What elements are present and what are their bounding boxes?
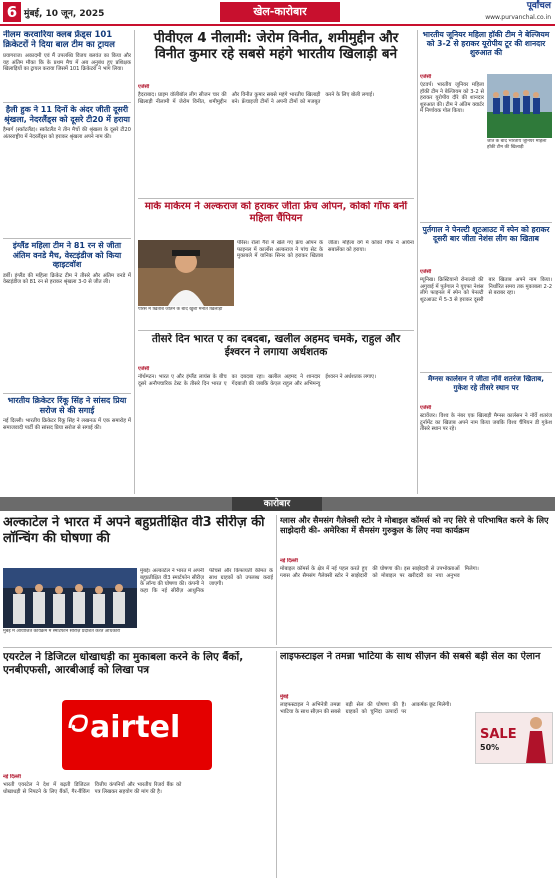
- section-title: खेल-कारोबार: [220, 2, 340, 22]
- story-alcatel: [3, 515, 273, 567]
- story-byline: एजेंसी: [138, 84, 150, 90]
- hockey-team-photo: [487, 74, 552, 138]
- story-french-open: [138, 201, 414, 239]
- story-samsung: [280, 515, 552, 555]
- story-nations-league-body: [420, 269, 552, 369]
- photo-caption-box: [138, 307, 234, 319]
- hockey-team-image: [487, 74, 552, 138]
- photo-caption-box: [3, 629, 137, 643]
- divider: [3, 102, 131, 103]
- story-headline: भारतीय जूनियर महिला हॉकी टीम ने बेल्जियम को 3-2 से हराकर यूरोपीय टूर की शानदार शुरुआत की: [422, 30, 550, 57]
- story-samsung-body: [280, 558, 552, 644]
- story-byline: एजेंसी: [420, 269, 432, 275]
- story-headline: ग्लास और सैमसंग गैलेक्सी स्टोर ने मोबाइल कॉमर्स को नए सिरे से परिभाषित करने के लिए साझेदारी की- अमेरिका में सैमसंग गुरुकुल के लिए नया कार्यक्रम: [280, 515, 549, 535]
- tennis-player-image: [138, 240, 234, 306]
- story-lead: [138, 30, 414, 82]
- story-india-a: [138, 333, 414, 363]
- story-headline: तीसरे दिन भारत ए का दबदबा, खलील अहमद चमके, राहुल और ईश्वरन ने लगाया अर्धशतक: [151, 333, 401, 358]
- alcatel-launch-photo: [3, 568, 137, 628]
- story-byline: नई दिल्ली: [3, 774, 21, 780]
- story-byline: एजेंसी: [420, 74, 432, 80]
- story-headline: नीलम करवारिया क्लब फ्रेंड्स 101 क्रिकेटरों ने दिया बाल टीम का ट्रायल: [3, 30, 115, 50]
- story-chess-body: [420, 405, 552, 494]
- story-body: म्यूनिख। क्रिस्टियानो रोनाल्डो की अगुवाई में पुर्तगाल ने यूएफा नेशंस लीग फाइनल में स्पेन को पेनल्टी शूटआउट में 5-3 से हराकर दूसरी बार खिताब अपने नाम किया। निर्धारित समय तक मुकाबला 2-2 से बराबर रहा।: [420, 277, 552, 303]
- story-headline: मार्क मार्करम ने अल्कराज को हराकर जीता फ्रेंच ओपन, कोको गॉफ बनीं महिला चैंपियन: [144, 201, 408, 224]
- divider: [420, 372, 552, 373]
- story-clubs: [3, 30, 131, 100]
- page-number: 6: [3, 2, 21, 22]
- column-divider: [276, 515, 277, 645]
- story-body: लाइफस्टाइल ने अभिनेत्री तमन्ना भाटिया के साथ सीज़न की सबसे बड़ी सेल की घोषणा की है। ग्राहकों को चुनिंदा उत्पादों पर आकर्षक छूट मिलेगी।: [280, 702, 452, 715]
- brand-logo: [485, 1, 551, 23]
- divider: [3, 393, 131, 394]
- story-body: डर्बी। इंग्लैंड की महिला क्रिकेट टीम ने तीसरे और अंतिम वनडे में वेस्टइंडीज को 81 रन से हराकर श्रृंखला 3-0 से जीत ली।: [3, 272, 131, 286]
- dateline: मुंबई, 10 जून, 2025: [24, 9, 105, 19]
- story-body: नई दिल्ली। भारतीय क्रिकेटर रिंकू सिंह ने लखनऊ में एक समारोह में समाजवादी पार्टी की सांसद प्रिया सरोज से सगाई की।: [3, 418, 131, 431]
- story-headline: पुर्तगाल ने पेनल्टी शूटआउट में स्पेन को हराकर दूसरी बार जीता नेशंस लीग का खिताब: [422, 225, 550, 243]
- story-airtel-body: [3, 774, 273, 878]
- story-headline: हैली हुक ने 11 दिनों के अंदर जीती दूसरी श्रृंखला, नेदरलैंड्स को दूसरे टी20 में हराया: [4, 105, 130, 124]
- story-body: भारती एयरटेल ने देश में बढ़ती डिजिटल धोखाधड़ी से निपटने के लिए बैंकों, गैर-बैंकिंग वित्तीय कंपनियों और भारतीय रिजर्व बैंक को पत्र लिखकर सहयोग की मांग की है।: [3, 782, 182, 795]
- divider: [138, 330, 414, 331]
- divider: [138, 198, 414, 199]
- story-byline: नई दिल्ली: [280, 558, 298, 564]
- story-headline: एयरटेल ने डिजिटल धोखाधड़ी का मुकाबला करने के लिए बैंकों, एनबीएफसी, आरबीआई को लिखा पत्र: [3, 651, 244, 676]
- divider: [420, 222, 552, 223]
- airtel-logo: [62, 700, 212, 770]
- column-divider: [276, 651, 277, 878]
- lead-headline: पीवीएल 4 नीलामी: जेरोम विनीत, शमीमुद्दीन और विनीत कुमार रहे सबसे महंगे भारतीय खिलाड़ी बने: [153, 30, 399, 62]
- story-byline: एजेंसी: [420, 405, 432, 411]
- brand-url: www.purvanchal.co.in: [485, 14, 551, 21]
- story-chess: [420, 375, 552, 403]
- photo-caption: जीत के बाद भारतीय जूनियर महिला हॉकी टीम की खिलाड़ी: [487, 139, 547, 150]
- column-divider: [417, 30, 418, 494]
- story-airtel: [3, 651, 273, 697]
- alcatel-event-image: [3, 568, 137, 628]
- story-engagement: [3, 396, 131, 494]
- airtel-swirl-icon: [66, 712, 90, 736]
- story-headline: मैग्नस कार्लसन ने जीता नॉर्वे शतरंज खिताब, गुकेश रहे तीसरे स्थान पर: [427, 375, 545, 392]
- story-body: प्रयागराज। अकादमी एवं मैं उपलब्धि विजय बलवंत का किया और यह अंतिम मौका कि के प्रथम मैच में अब अनुबंध हुए प्रशिक्षक खिलाड़ियों का ट्रायल कराया जिसमें 101 क्रिकेटरों ने भाग लिया।: [3, 53, 131, 73]
- story-lifestyle: [280, 651, 552, 691]
- airtel-logo-text: airtel: [90, 710, 181, 745]
- divider: [3, 647, 552, 648]
- story-headline: लाइफस्टाइल ने तमन्ना भाटिया के साथ सीज़न की सबसे बड़ी सेल का ऐलान: [280, 651, 541, 662]
- column-divider: [134, 30, 135, 494]
- story-india-a-body: [138, 366, 414, 494]
- photo-caption: पेरिस में खिताब जीतने के बाद खुशी मनाते खिलाड़ी: [138, 307, 223, 312]
- story-body: मोबाइल कॉमर्स के क्षेत्र में नई पहल करते हुए ग्लास और सैमसंग गैलेक्सी स्टोर ने साझेदारी की घोषणा की। इस साझेदारी से उपभोक्ताओं को मोबाइल पर खरीदारी का नया अनुभव मिलेगा।: [280, 566, 479, 579]
- story-body: हैम्बर्ग (स्कॉटलैंड)। स्कॉटलैंड ने तीन मैचों की श्रृंखला के दूसरे टी20 अंतरराष्ट्रीय में नेदरलैंड्स को हराकर श्रृंखला अपने नाम की।: [3, 127, 131, 140]
- story-nations-league: [420, 225, 552, 267]
- story-byline: मुंबई: [280, 694, 289, 700]
- story-lead-body: [138, 84, 414, 196]
- story-body: मुंबई। अल्काटेल ने भारत में अपनी बहुप्रतीक्षित वी3 स्मार्टफोन सीरीज़ के लॉन्च की घोषणा की। कंपनी ने कहा कि नई सीरीज़ आधुनिक फीचर्स और किफायती कीमत के साथ ग्राहकों को उपलब्ध कराई जाएगी।: [140, 568, 273, 594]
- story-body: एंटवर्प। भारतीय जूनियर महिला हॉकी टीम ने बेल्जियम को 3-2 से हराकर यूरोपीय दौरे की शानदार शुरुआत की। टीम ने अंतिम क्वार्टर में निर्णायक गोल किया।: [420, 82, 484, 115]
- story-alcatel-body: [140, 568, 273, 644]
- masthead: [0, 0, 555, 26]
- story-body: हैदराबाद। प्राइम वॉलीबॉल लीग सीजन चार की खिलाड़ी नीलामी में जेरोम विनीत, शमीमुद्दीन और विनीत कुमार सबसे महंगे भारतीय खिलाड़ी बने। फ्रेंचाइजी टीमों ने अपनी टीमों को मजबूत करने के लिए बोली लगाई।: [138, 92, 375, 105]
- story-byline: एजेंसी: [138, 366, 150, 372]
- story-scotland: [3, 105, 131, 235]
- divider: [3, 238, 131, 239]
- story-french-open-body: [237, 240, 414, 326]
- story-junior-hockey-body: [420, 74, 484, 204]
- sale-advert: [475, 712, 553, 764]
- photo-caption: मुंबई में आयोजित कार्यक्रम में स्मार्टफोन सीरीज़ प्रदर्शित करते अधिकारी: [3, 629, 121, 634]
- tennis-photo: [138, 240, 234, 306]
- band-label: कारोबार: [232, 497, 322, 511]
- section-band: [0, 497, 555, 511]
- story-england-women: [3, 241, 131, 391]
- story-headline: भारतीय क्रिकेटर रिंकू सिंह ने सांसद प्रिया सरोज से की सगाई: [7, 396, 127, 415]
- story-headline: अल्काटेल ने भारत में अपने बहुप्रतीक्षित वी3 सीरीज़ की लॉन्चिंग की घोषणा की: [3, 515, 265, 546]
- model-figure-icon: [522, 715, 550, 763]
- ad-discount-text: 50%: [480, 743, 500, 752]
- story-lifestyle-body: [280, 694, 472, 878]
- story-body: पेरिस। रोलां गैरां में खेले गए फ्रेंच ओपन के फाइनल में कार्लोस अल्कराज ने पांच सेट के मुकाबले में यानिक सिनर को हराकर खिताब जीता। महिला वर्ग में कोको गॉफ ने आर्यना सबालेंका को हराया।: [237, 240, 414, 260]
- story-junior-hockey: [420, 30, 552, 72]
- story-body: स्टावेंजर। विश्व के नंबर एक खिलाड़ी मैग्नस कार्लसन ने नॉर्वे शतरंज टूर्नामेंट का खिताब अपने नाम किया जबकि विश्व चैंपियन डी गुकेश तीसरे स्थान पर रहे।: [420, 413, 552, 433]
- story-body: नॉर्थम्प्टन। भारत ए और इंग्लैंड लायंस के बीच दूसरे अनौपचारिक टेस्ट के तीसरे दिन भारत ए का दबदबा रहा। खलील अहमद ने शानदार गेंदबाजी की जबकि केएल राहुल और अभिमन्यु ईश्वरन ने अर्धशतक लगाए।: [138, 374, 377, 387]
- ad-sale-text: SALE: [480, 727, 517, 742]
- brand-name: पूर्वांचल: [526, 1, 551, 11]
- photo-caption-box: [487, 139, 552, 159]
- story-headline: इंग्लैंड महिला टीम ने 81 रन से जीता अंतिम वनडे मैच, वेस्टइंडीज को किया व्हाइटवॉश: [12, 241, 122, 270]
